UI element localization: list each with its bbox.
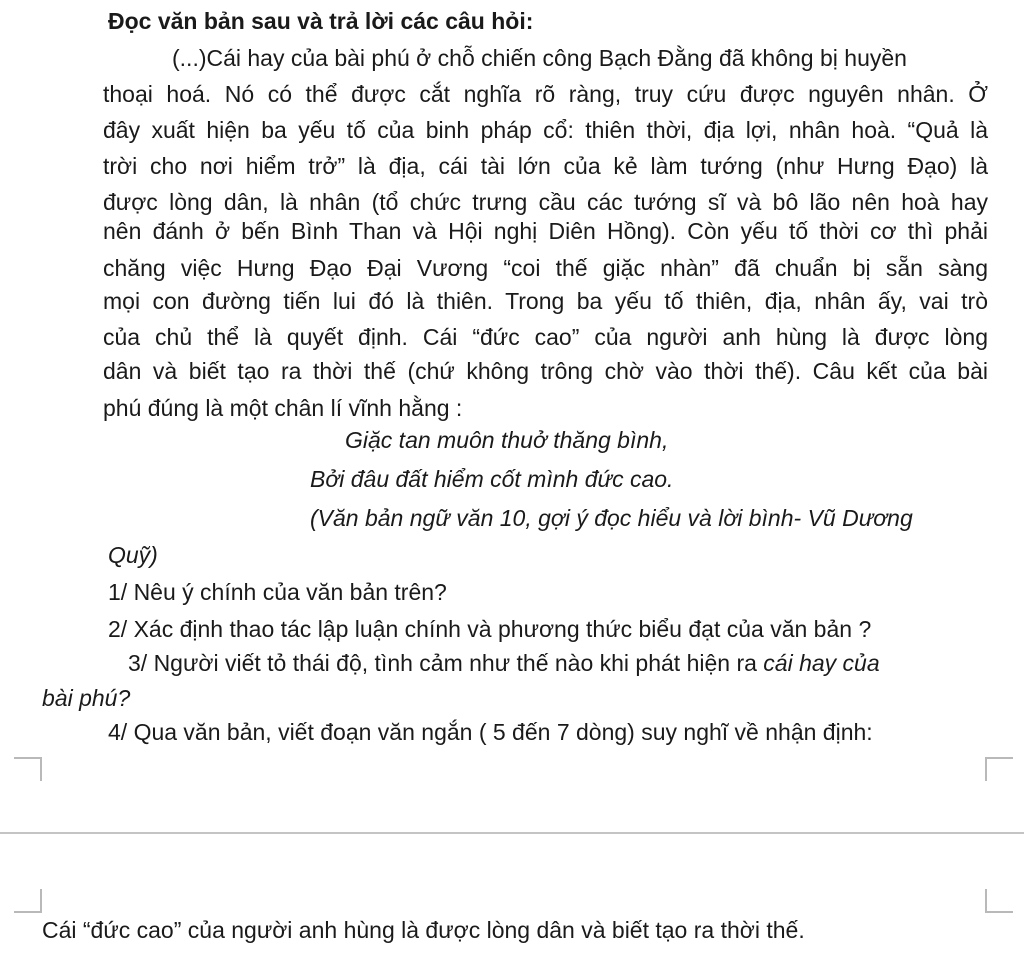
question-1: 1/ Nêu ý chính của văn bản trên? (108, 579, 447, 605)
question-3-emphasis: cái hay của (763, 650, 880, 676)
question-4: 4/ Qua văn bản, viết đoạn văn ngắn ( 5 đến 7 dòng) suy nghĩ về nhận định: (108, 719, 873, 745)
paragraph-line: chăng việc Hưng Đạo Đại Vương “coi thế giặc nhàn” đã chuẩn bị sẵn sàng (103, 255, 988, 281)
page-corner-mark (14, 757, 42, 781)
page-corner-mark (985, 889, 1013, 913)
page-break-divider (0, 832, 1024, 834)
paragraph-line: của chủ thể là quyết định. Cái “đức cao” của người anh hùng là được lòng (103, 324, 988, 350)
next-page-text: Cái “đức cao” của người anh hùng là được lòng dân và biết tạo ra thời thế. (42, 917, 805, 943)
poem-line: Bởi đâu đất hiểm cốt mình đức cao. (310, 466, 674, 492)
question-3-text: 3/ Người viết tỏ thái độ, tình cảm như thế nào khi phát hiện ra (128, 650, 764, 676)
paragraph-line: thoại hoá. Nó có thể được cắt nghĩa rõ ràng, truy cứu được nguyên nhân. Ở (103, 81, 988, 107)
poem-line: Giặc tan muôn thuở thăng bình, (345, 427, 669, 453)
paragraph-line: phú đúng là một chân lí vĩnh hằng : (103, 395, 463, 421)
paragraph-line: đây xuất hiện ba yếu tố của binh pháp cổ: thiên thời, địa lợi, nhân hoà. “Quả là (103, 117, 988, 143)
question-2: 2/ Xác định thao tác lập luận chính và phương thức biểu đạt của văn bản ? (108, 616, 872, 642)
question-3 (128, 648, 880, 678)
paragraph-line: trời cho nơi hiểm trở” là địa, cái tài lớn của kẻ làm tướng (như Hưng Đạo) là (103, 153, 988, 179)
page-corner-mark (14, 889, 42, 913)
citation: (Văn bản ngữ văn 10, gợi ý đọc hiểu và lời bình- Vũ Dương (310, 505, 913, 531)
document-heading: Đọc văn bản sau và trả lời các câu hỏi: (108, 8, 534, 34)
paragraph-line: mọi con đường tiến lui đó là thiên. Trong ba yếu tố thiên, địa, nhân ấy, vai trò (103, 288, 988, 314)
paragraph-line: được lòng dân, là nhân (tổ chức trưng cầu các tướng sĩ và bô lão nên hoà hay (103, 189, 988, 215)
paragraph-line: dân và biết tạo ra thời thế (chứ không trông chờ vào thời thế). Câu kết của bài (103, 358, 988, 384)
question-3-continued: bài phú? (42, 685, 131, 711)
paragraph-line: (...)Cái hay của bài phú ở chỗ chiến công Bạch Đằng đã không bị huyền (172, 45, 907, 71)
paragraph-line: nên đánh ở bến Bình Than và Hội nghị Diên Hồng). Còn yếu tố thời cơ thì phải (103, 218, 988, 244)
page-corner-mark (985, 757, 1013, 781)
citation-continued: Quỹ) (108, 542, 158, 568)
